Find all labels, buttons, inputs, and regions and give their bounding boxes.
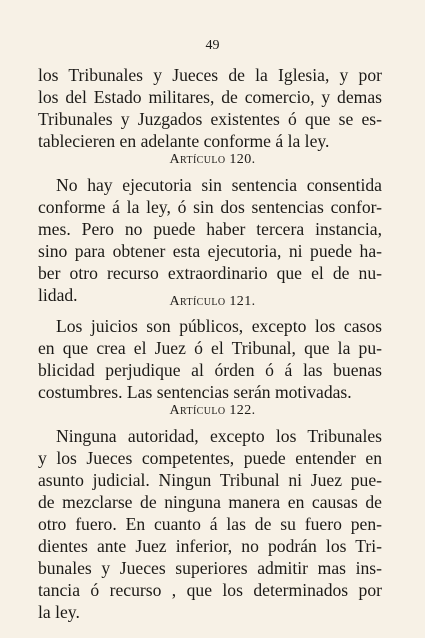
article-heading-121: Artículo 121. [169, 294, 256, 309]
text-line: y los Jueces competentes, puede entender en [38, 448, 382, 468]
text-line: dientes ante Juez inferior, no podrán los Tri- [38, 536, 382, 556]
text-line: tablecieren en adelante conforme á la ley. [38, 131, 330, 151]
article-heading-120: Artículo 120. [169, 152, 256, 167]
page-number: 49 [205, 38, 220, 53]
text-line: ber otro recurso extraordinario que el de nu- [38, 263, 382, 283]
text-line: de mezclarse de ninguna manera en causas de [38, 492, 382, 512]
text-line: conforme á la ley, ó sin dos sentencias confor- [38, 197, 382, 217]
text-line: asunto judicial. Ningun Tribunal ni Juez pue- [38, 470, 382, 490]
text-line: en que crea el Juez ó el Tribunal, que la pu- [38, 338, 382, 358]
text-line: tancia ó recurso , que los determinados por [38, 580, 382, 600]
text-line: bunales y Jueces superiores admitir mas ins- [38, 558, 382, 578]
paragraph-continuation [38, 64, 382, 152]
article-heading-122: Artículo 122. [169, 403, 256, 418]
article-121-paragraph [38, 315, 382, 403]
text-line: costumbres. Las sentencias serán motivadas. [38, 382, 352, 402]
text-line: lidad. [38, 285, 78, 305]
text-line: sino para obtener esta ejecutoria, ni puede ha- [38, 241, 382, 261]
text-line: Los juicios son públicos, excepto los casos [56, 316, 382, 336]
text-line: No hay ejecutoria sin sentencia consentida [56, 175, 382, 195]
article-122-paragraph [38, 425, 382, 623]
article-120-paragraph [38, 174, 382, 306]
text-line: los Tribunales y Jueces de la Iglesia, y por [38, 65, 382, 85]
text-line: la ley. [38, 602, 80, 622]
text-line: blicidad perjudique al órden ó á las buenas [38, 360, 382, 380]
text-line: otro fuero. En cuanto á las de su fuero pen- [38, 514, 382, 534]
text-line: los del Estado militares, de comercio, y demas [38, 87, 382, 107]
text-line: mes. Pero no puede haber tercera instancia, [38, 219, 382, 239]
text-line: Tribunales y Juzgados existentes ó que se es- [38, 109, 382, 129]
text-line: Ninguna autoridad, excepto los Tribunales [56, 426, 382, 446]
